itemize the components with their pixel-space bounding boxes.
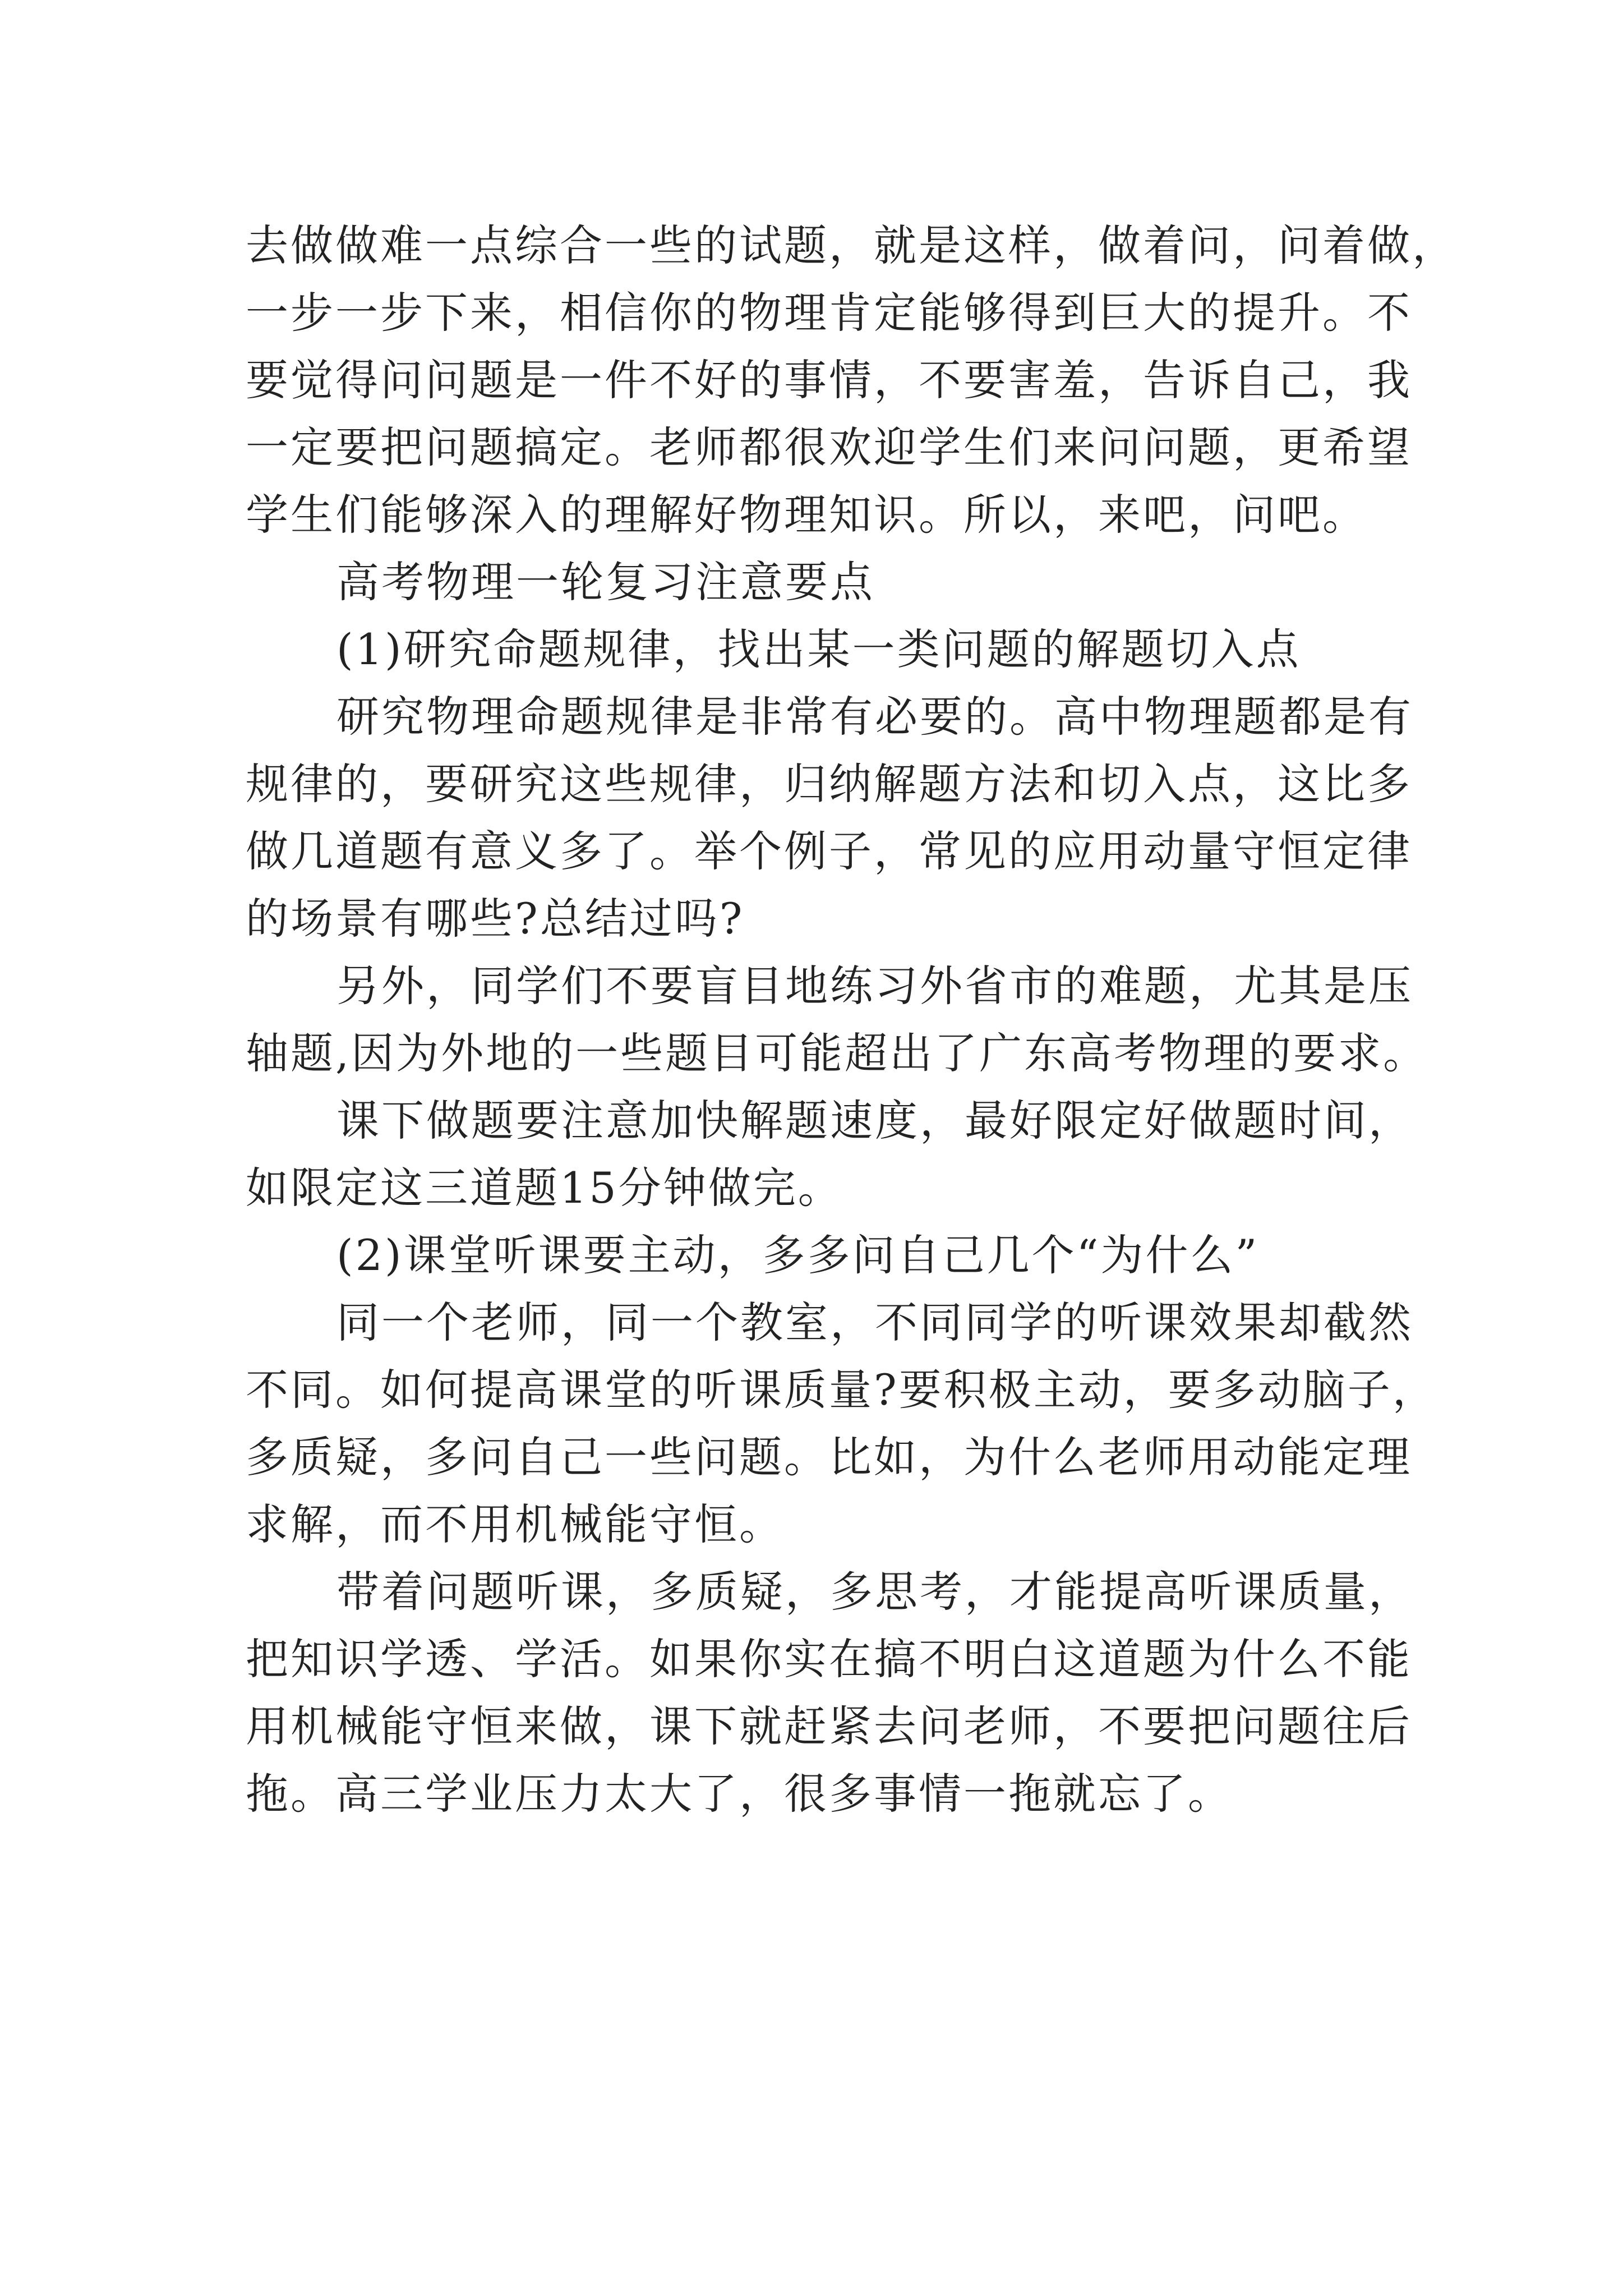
text-line: 带着问题听课，多质疑，多思考，才能提高听课质量， xyxy=(336,1567,1413,1617)
text-line: 一步一步下来，相信你的物理肯定能够得到巨大的提升。不 xyxy=(246,288,1412,338)
text-line: 一定要把问题搞定。老师都很欢迎学生们来问问题，更希望 xyxy=(246,422,1412,472)
text-line: 求解，而不用机械能守恒。 xyxy=(246,1499,784,1549)
text-line: 课下做题要注意加快解题速度，最好限定好做题时间， xyxy=(336,1096,1413,1145)
text-line: 要觉得问问题是一件不好的事情，不要害羞，告诉自己，我 xyxy=(246,355,1412,405)
subsection-heading: (1)研究命题规律，找出某一类问题的解题切入点 xyxy=(336,624,1301,674)
text-line: 如限定这三道题15分钟做完。 xyxy=(246,1163,843,1213)
text-line: 规律的，要研究这些规律，归纳解题方法和切入点，这比多 xyxy=(246,759,1412,809)
text-line: 学生们能够深入的理解好物理知识。所以，来吧，问吧。 xyxy=(246,490,1367,540)
text-line: 做几道题有意义多了。举个例子，常见的应用动量守恒定律 xyxy=(246,826,1412,876)
text-line: 用机械能守恒来做，课下就赶紧去问老师，不要把问题往后 xyxy=(246,1701,1412,1751)
text-line: 拖。高三学业压力太大了，很多事情一拖就忘了。 xyxy=(246,1769,1233,1819)
subsection-heading: (2)课堂听课要主动，多多问自己几个“为什么” xyxy=(336,1230,1260,1280)
text-line: 多质疑，多问自己一些问题。比如，为什么老师用动能定理 xyxy=(246,1432,1412,1482)
text-line: 同一个老师，同一个教室，不同同学的听课效果却截然 xyxy=(336,1297,1413,1347)
section-heading: 高考物理一轮复习注意要点 xyxy=(336,557,875,607)
text-line: 另外，同学们不要盲目地练习外省市的难题，尤其是压 xyxy=(336,961,1413,1011)
text-line: 不同。如何提高课堂的听课质量?要积极主动，要多动脑子， xyxy=(246,1365,1437,1415)
text-line: 研究物理命题规律是非常有必要的。高中物理题都是有 xyxy=(336,692,1413,742)
text-line: 把知识学透、学活。如果你实在搞不明白这道题为什么不能 xyxy=(246,1634,1412,1684)
text-line: 的场景有哪些?总结过吗? xyxy=(246,894,745,944)
text-line: 轴题,因为外地的一些题目可能超出了广东高考物理的要求。 xyxy=(246,1028,1428,1078)
text-line: 去做做难一点综合一些的试题，就是这样，做着问，问着做， xyxy=(246,220,1457,270)
